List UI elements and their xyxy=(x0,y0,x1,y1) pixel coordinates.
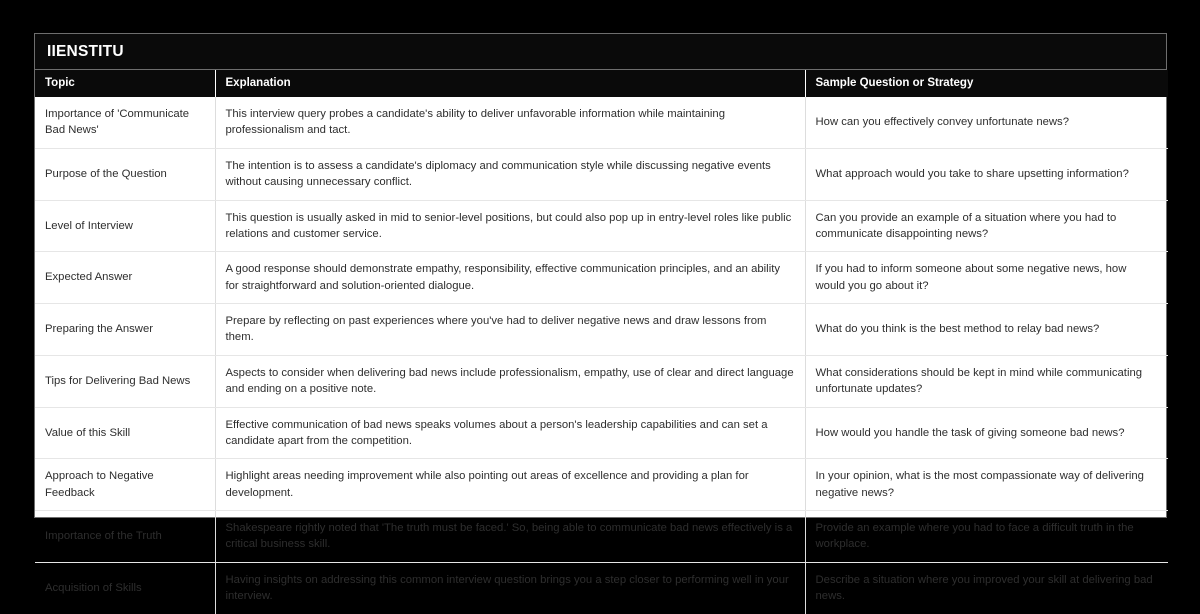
cell-sample-question: What approach would you take to share upsetting information? xyxy=(805,148,1168,200)
cell-explanation: Aspects to consider when delivering bad news include professionalism, empathy, use of clear and direct language and ending on a positive note. xyxy=(215,355,805,407)
cell-topic: Purpose of the Question xyxy=(35,148,215,200)
column-header-explanation: Explanation xyxy=(215,70,805,97)
cell-explanation: Shakespeare rightly noted that 'The truth must be faced.' So, being able to communicate bad news effectively is a critical business skill. xyxy=(215,511,805,563)
cell-topic: Preparing the Answer xyxy=(35,304,215,356)
cell-topic: Importance of the Truth xyxy=(35,511,215,563)
cell-explanation: This question is usually asked in mid to senior-level positions, but could also pop up in entry-level roles like public relations and customer service. xyxy=(215,200,805,252)
cell-sample-question: In your opinion, what is the most compassionate way of delivering negative news? xyxy=(805,459,1168,511)
cell-sample-question: Describe a situation where you improved your skill at delivering bad news. xyxy=(815,573,1153,603)
cell-topic: Tips for Delivering Bad News xyxy=(35,355,215,407)
table-row xyxy=(35,355,1168,407)
table-row xyxy=(35,511,1168,563)
table-row xyxy=(35,407,1168,459)
cell-sample-question: What do you think is the best method to relay bad news? xyxy=(805,304,1168,356)
infographic-table-frame xyxy=(34,33,1167,603)
table-row xyxy=(35,97,1168,148)
cell-explanation: The intention is to assess a candidate's diplomacy and communication style while discussing negative events without causing unnecessary conflict. xyxy=(215,148,805,200)
table-row xyxy=(35,200,1168,252)
table-header-row xyxy=(35,70,1168,97)
brand-bar xyxy=(35,34,1166,70)
cell-topic: Level of Interview xyxy=(35,200,215,252)
cell-topic: Importance of 'Communicate Bad News' xyxy=(35,97,215,148)
cell-topic: Expected Answer xyxy=(35,252,215,304)
column-header-sample-question: Sample Question or Strategy xyxy=(805,70,1168,97)
cell-sample-question: If you had to inform someone about some negative news, how would you go about it? xyxy=(805,252,1168,304)
table-row xyxy=(35,562,1168,613)
cell-sample-question: What considerations should be kept in mind while communicating unfortunate updates? xyxy=(805,355,1168,407)
cell-sample-question: How would you handle the task of giving someone bad news? xyxy=(805,407,1168,459)
brand-logo: IIENSTITU xyxy=(47,42,124,60)
cell-explanation: Effective communication of bad news speaks volumes about a person's leadership capabilities and can set a candidate apart from the competition. xyxy=(215,407,805,459)
column-header-topic: Topic xyxy=(35,70,215,97)
table-row xyxy=(35,252,1168,304)
cell-explanation: Highlight areas needing improvement while also pointing out areas of excellence and providing a plan for development. xyxy=(215,459,805,511)
cell-explanation: A good response should demonstrate empathy, responsibility, effective communication principles, and an ability for straightforward and solution-oriented dialogue. xyxy=(215,252,805,304)
cell-topic: Approach to Negative Feedback xyxy=(35,459,215,511)
table-body xyxy=(35,97,1168,614)
table-row xyxy=(35,459,1168,511)
cell-explanation: This interview query probes a candidate's ability to deliver unfavorable information while maintaining professionalism and tact. xyxy=(215,97,805,148)
table-row xyxy=(35,304,1168,356)
table-row xyxy=(35,148,1168,200)
comparison-table xyxy=(35,70,1168,614)
cell-sample-question: Provide an example where you had to face a difficult truth in the workplace. xyxy=(805,511,1168,563)
cell-sample-question: Can you provide an example of a situation where you had to communicate disappointing news? xyxy=(805,200,1168,252)
table-header xyxy=(35,70,1168,97)
cell-explanation: Having insights on addressing this common interview question brings you a step closer to performing well in your interview. xyxy=(215,562,805,613)
cell-topic: Value of this Skill xyxy=(35,407,215,459)
cell-explanation: Prepare by reflecting on past experiences where you've had to deliver negative news and draw lessons from them. xyxy=(215,304,805,356)
cell-topic: Acquisition of Skills xyxy=(35,562,215,613)
cell-sample-question: How can you effectively convey unfortunate news? xyxy=(805,97,1168,148)
